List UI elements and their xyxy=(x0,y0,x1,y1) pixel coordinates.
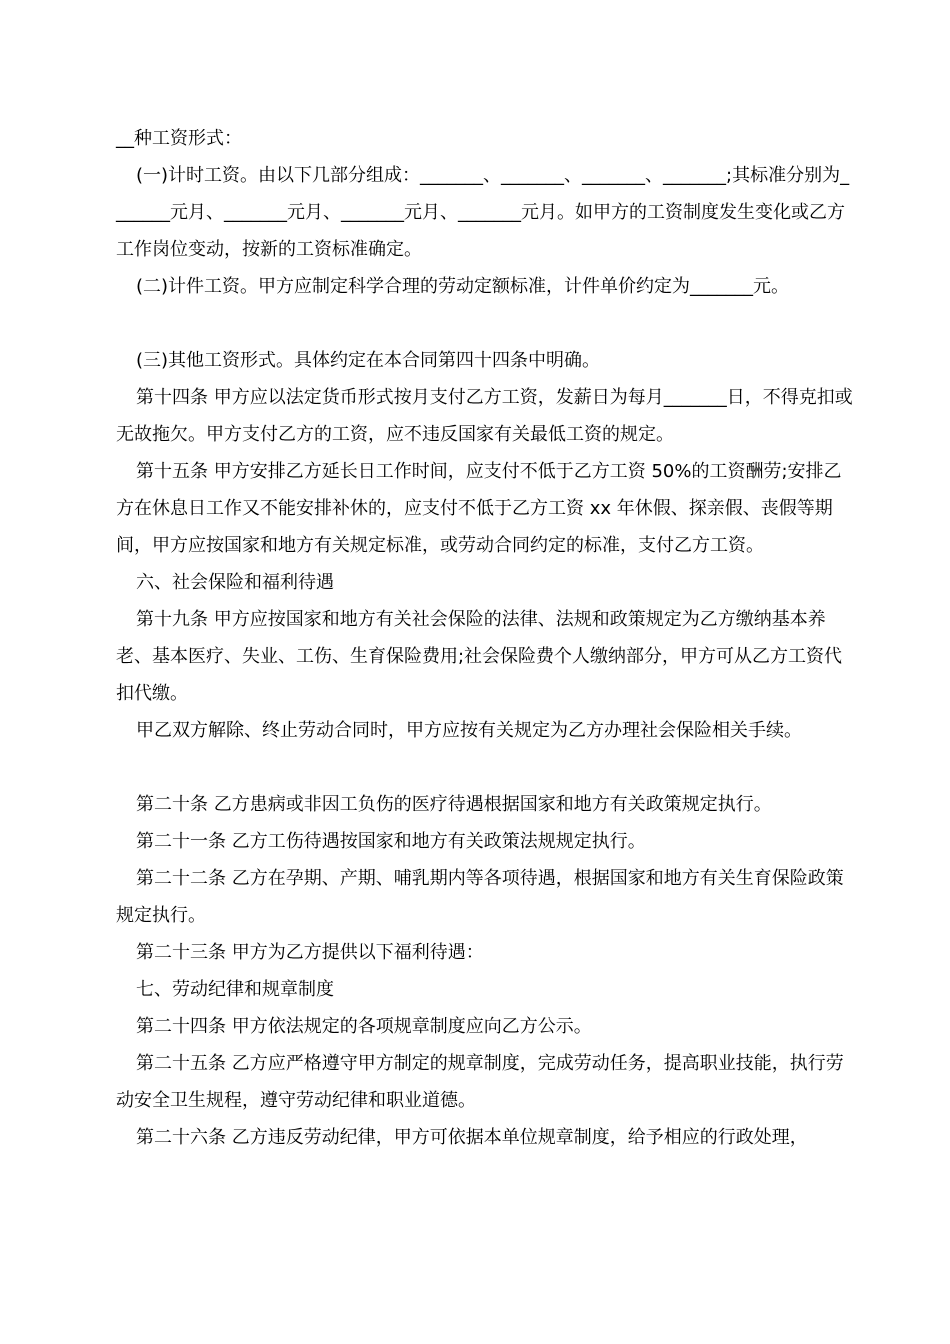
article-20-paragraph: 第二十条 乙方患病或非因工负伤的医疗待遇根据国家和地方有关政策规定执行。 xyxy=(136,794,772,815)
article-19-paragraph: 第十九条 甲方应按国家和地方有关社会保险的法律、法规和政策规定为乙方缴纳基本养老、基本医疗、失业、工伤、生育保险费用;社会保险费个人缴纳部分，甲方可从乙方工资代扣代缴。 xyxy=(116,609,843,704)
section-6-heading: 六、社会保险和福利待遇 xyxy=(136,572,334,593)
spacer xyxy=(116,749,856,786)
termination-insurance-paragraph: 甲乙双方解除、终止劳动合同时，甲方应按有关规定为乙方办理社会保险相关手续。 xyxy=(136,720,802,741)
wage-forms-heading: __种工资形式： xyxy=(116,128,242,149)
article-23-paragraph: 第二十三条 甲方为乙方提供以下福利待遇： xyxy=(136,942,484,963)
article-21-paragraph: 第二十一条 乙方工伤待遇按国家和地方有关政策法规规定执行。 xyxy=(136,831,646,852)
article-26-paragraph: 第二十六条 乙方违反劳动纪律，甲方可依据本单位规章制度，给予相应的行政处理， xyxy=(136,1127,808,1148)
document-body xyxy=(116,120,856,1156)
article-15-paragraph: 第十五条 甲方安排乙方延长日工作时间，应支付不低于乙方工资 50%的工资酬劳;安排乙方在休息日工作又不能安排补休的，应支付不低于乙方工资 xx 年休假、探亲假、丧假等期间，甲方应按国家和地方有关规定标准，或劳动合同约定的标准，支付乙方工资。 xyxy=(116,461,842,556)
spacer xyxy=(116,305,856,342)
section-7-heading: 七、劳动纪律和规章制度 xyxy=(136,979,334,1000)
article-14-paragraph: 第十四条 甲方应以法定货币形式按月支付乙方工资，发薪日为每月_______日，不得克扣或无故拖欠。甲方支付乙方的工资，应不违反国家有关最低工资的规定。 xyxy=(116,387,853,445)
hourly-wage-paragraph: (一)计时工资。由以下几部分组成：_______、_______、_______、_______;其标准分别为_______元月、_______元月、_______元月、_______元月。如甲方的工资制度发生变化或乙方工作岗位变动，按新的工资标准确定。 xyxy=(116,165,850,260)
other-wage-paragraph: (三)其他工资形式。具体约定在本合同第四十四条中明确。 xyxy=(136,350,601,371)
article-24-paragraph: 第二十四条 甲方依法规定的各项规章制度应向乙方公示。 xyxy=(136,1016,592,1037)
article-25-paragraph: 第二十五条 乙方应严格遵守甲方制定的规章制度，完成劳动任务，提高职业技能，执行劳动安全卫生规程，遵守劳动纪律和职业道德。 xyxy=(116,1053,844,1111)
piece-wage-paragraph: (二)计件工资。甲方应制定科学合理的劳动定额标准，计件单价约定为_______元。 xyxy=(136,276,790,297)
article-22-paragraph: 第二十二条 乙方在孕期、产期、哺乳期内等各项待遇，根据国家和地方有关生育保险政策规定执行。 xyxy=(116,868,844,926)
